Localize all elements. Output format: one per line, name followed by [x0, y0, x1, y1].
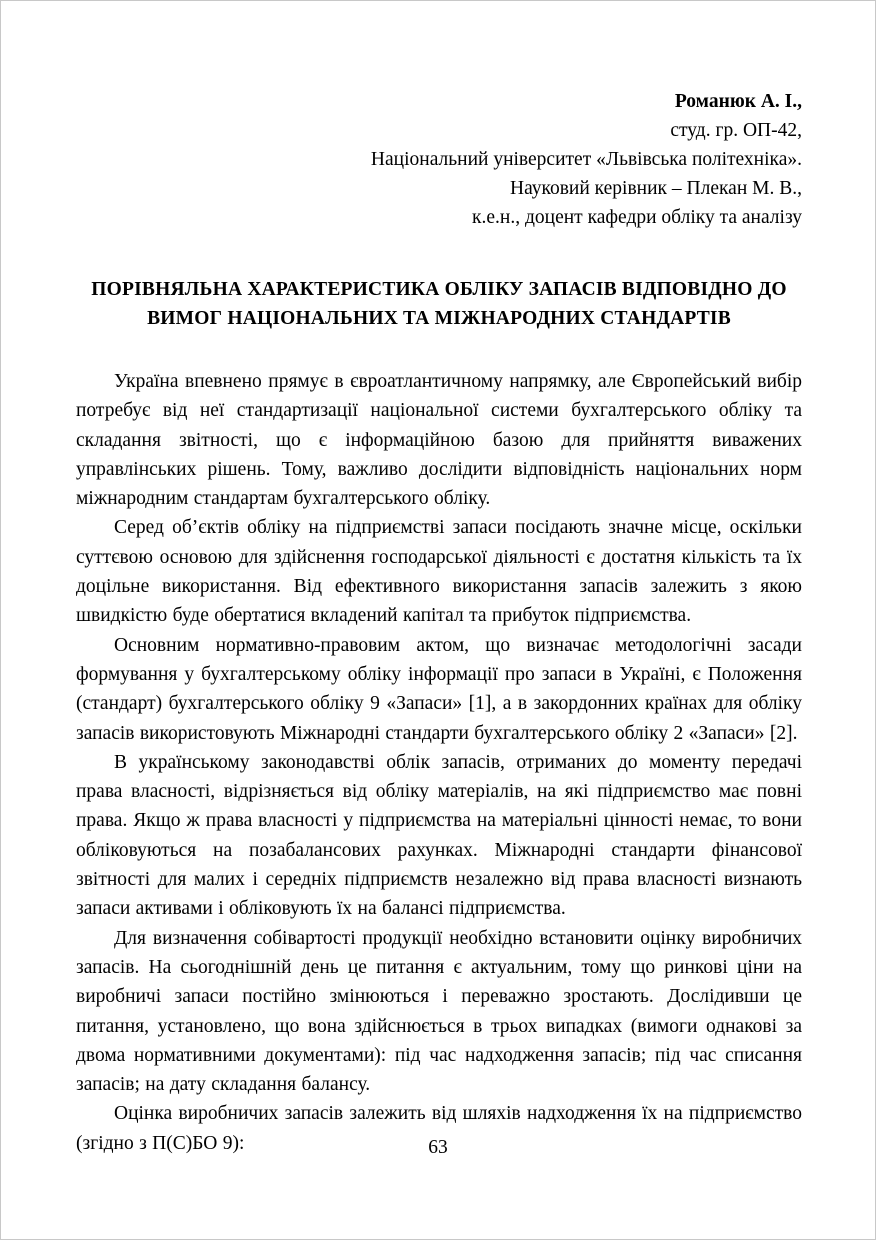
paragraph: Для визначення собівартості продукції необхідно встановити оцінку виробничих запасів. На сьогоднішній день це питання є актуальним, тому що ринкові ціни на виробничі запаси постійно змінюються і переважно зростають. Дослідивши це питання, установлено, що вона здійснюється в трьох випадках (вимоги однакові за двома нормативними документами): під час надходження запасів; під час списання запасів; на дату складання балансу.: [76, 927, 802, 1096]
byline-line: студ. гр. ОП-42,: [670, 120, 802, 141]
paragraph: В українському законодавстві облік запасів, отриманих до моменту передачі права власності, відрізняється від обліку матеріалів, на які підприємство має повні права. Якщо ж права власності у підприємства на матеріальні цінності немає, то вони обліковуються на позабалансових рахунках. Міжнародні стандарти фінансової звітності для малих і середніх підприємств незалежно від права власності визнають запаси активами і обліковують їх на балансі підприємства.: [76, 751, 802, 920]
byline-block: [76, 87, 802, 232]
paragraph: Основним нормативно-правовим актом, що визначає методологічні засади формування у бухгалтерському обліку інформації про запаси в Україні, є Положення (стандарт) бухгалтерського обліку 9 «Запаси» [1], а в закордонних країнах для обліку запасів використовують Міжнародні стандарти бухгалтерського обліку 2 «Запаси» [2].: [76, 634, 802, 744]
page-content: [76, 87, 802, 1158]
byline-line: Національний університет «Львівська політехніка».: [370, 149, 802, 170]
byline-line: Науковий керівник – Плекан М. В.,: [509, 178, 802, 199]
paragraph: Оцінка виробничих запасів залежить від шляхів надходження їх на підприємство (згідно з П(С)БО 9):: [76, 1103, 802, 1154]
author-name: Романюк А. І.,: [674, 91, 802, 112]
paper-title: ПОРІВНЯЛЬНА ХАРАКТЕРИСТИКА ОБЛІКУ ЗАПАСІВ ВІДПОВІДНО ДО ВИМОГ НАЦІОНАЛЬНИХ ТА МІЖНАРОДНИХ СТАНДАРТІВ: [91, 279, 787, 329]
page-number: 63: [428, 1137, 448, 1158]
byline-line: к.е.н., доцент кафедри обліку та аналізу: [472, 207, 802, 228]
paragraph: Україна впевнено прямує в євроатлантичному напрямку, але Європейський вибір потребує від неї стандартизації національної системи бухгалтерського обліку та складання звітності, що є інформаційною базою для прийняття виважених управлінських рішень. Тому, важливо дослідити відповідність національних норм міжнародним стандартам бухгалтерського обліку.: [76, 371, 802, 510]
paragraph: Серед об’єктів обліку на підприємстві запаси посідають значне місце, оскільки суттєвою основою для здійснення господарської діяльності є достатня кількість та їх доцільне використання. Від ефективного використання запасів залежить з якою швидкістю буде обертатися вкладений капітал та прибуток підприємства.: [76, 517, 802, 627]
body-text: [76, 367, 802, 1158]
